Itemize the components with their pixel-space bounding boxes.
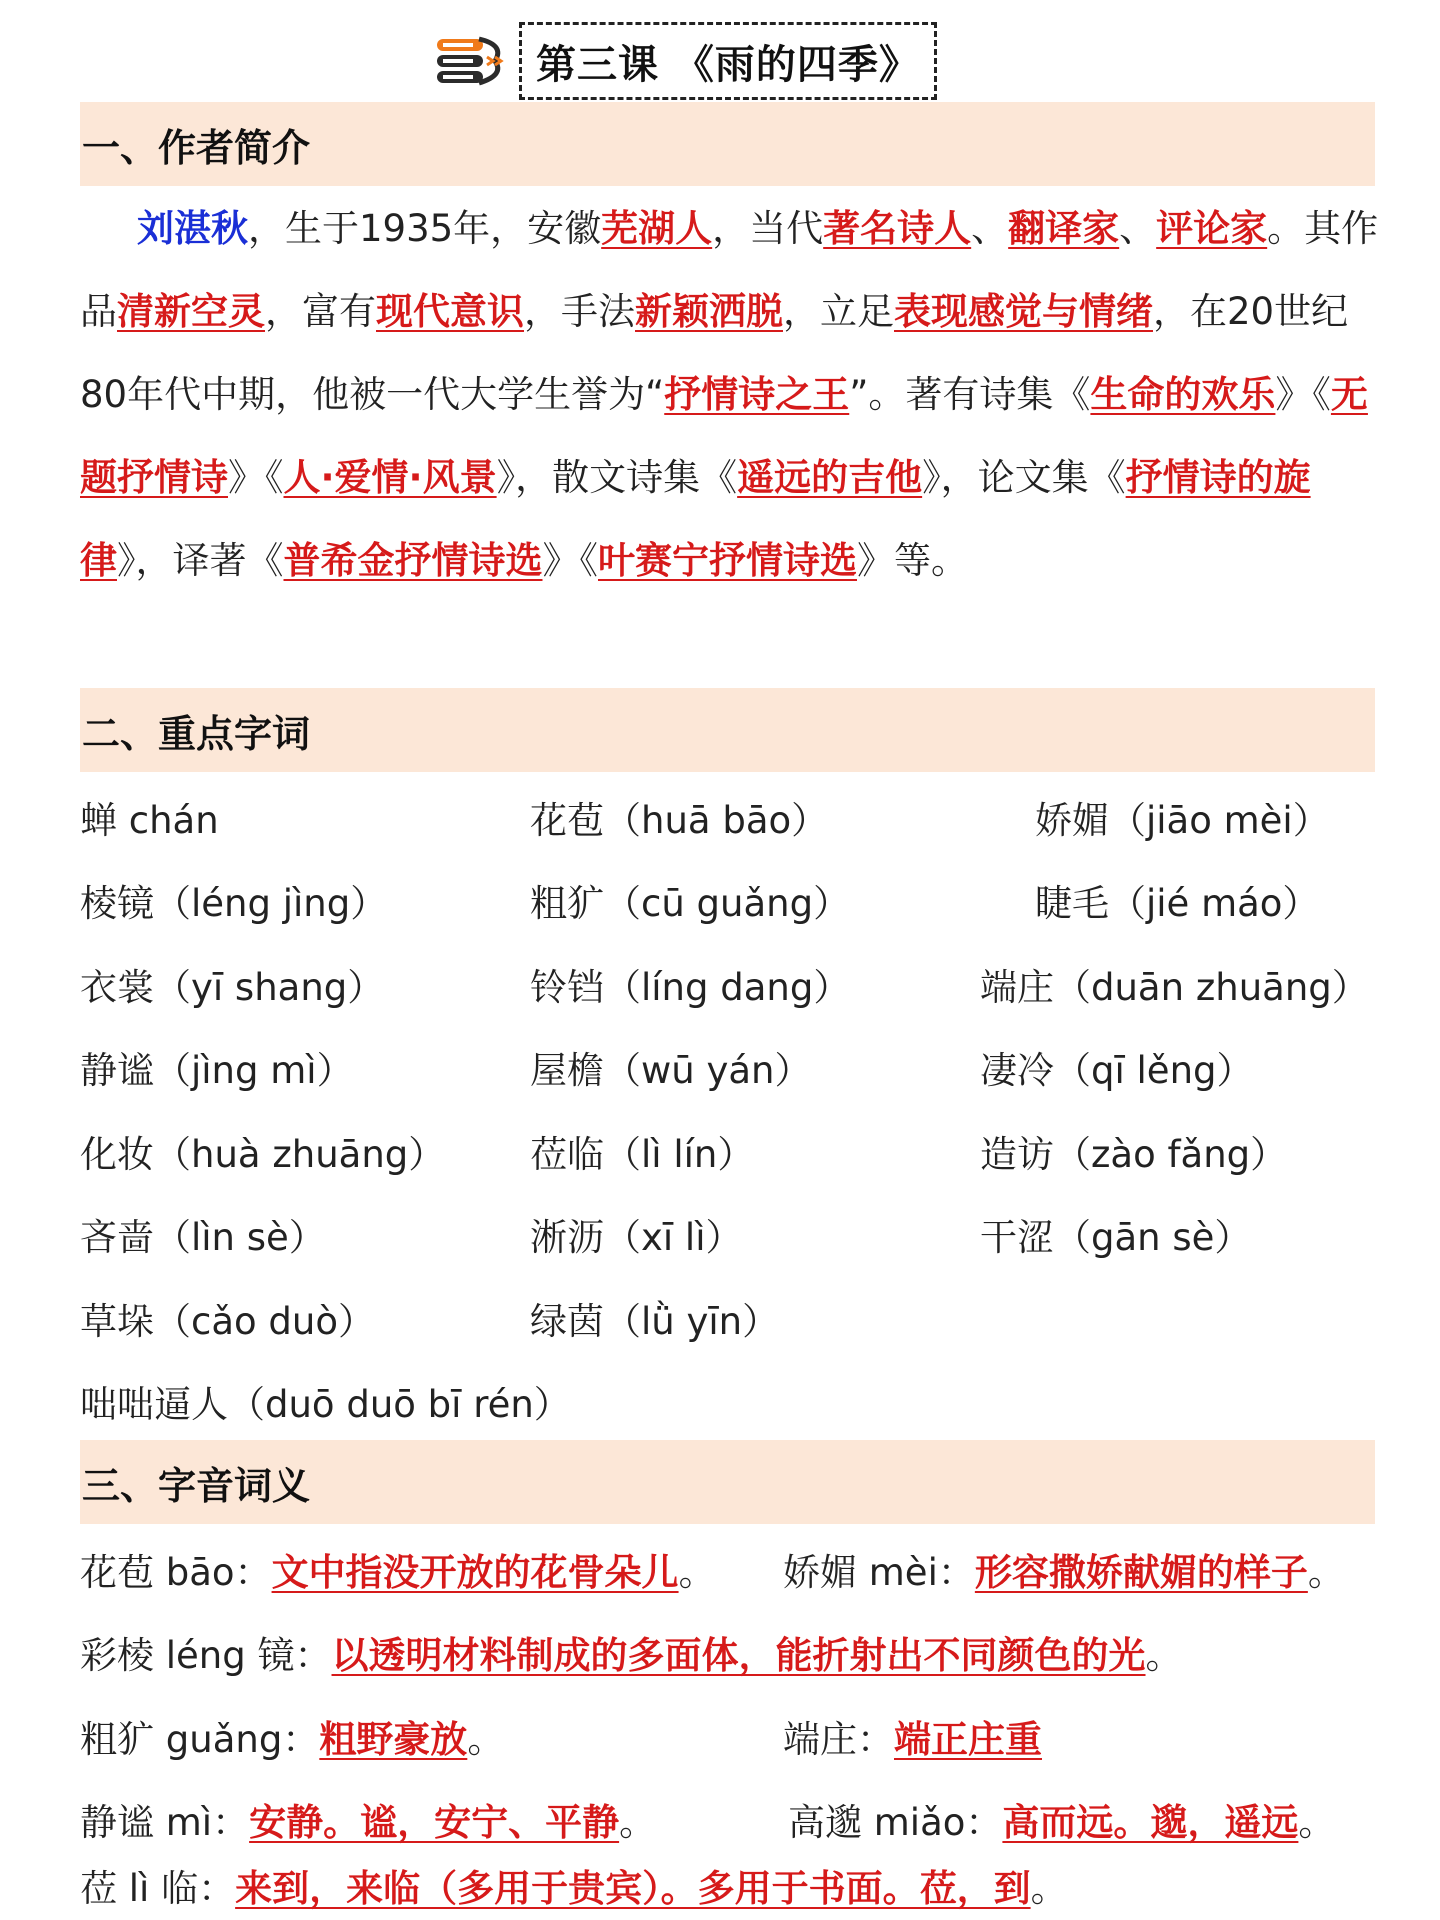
text: 》，论文集《: [922, 456, 1126, 499]
vocab-item: 淅沥（xī lì）: [530, 1216, 743, 1259]
vocab-item: 绿茵（lǜ yīn）: [530, 1300, 780, 1343]
text: 。: [678, 1551, 716, 1594]
highlight: 遥远的吉他: [737, 456, 923, 499]
text: 》《: [542, 539, 598, 582]
highlight: 表现感觉与情绪: [894, 290, 1153, 333]
def-word: 静谧 mì：: [80, 1801, 250, 1844]
section-title: 一、作者简介: [82, 125, 311, 170]
vocab-item: 静谧（jìng mì）: [80, 1049, 354, 1092]
text: 。: [1307, 1551, 1345, 1594]
text: 》，译著《: [117, 539, 284, 582]
text: ，在20世纪80年代中期，他被一代大学生誉为“: [80, 290, 1349, 416]
section-header-definitions: [80, 1440, 1375, 1524]
text: 》《: [1275, 373, 1331, 416]
highlight: 抒情诗的旋律: [80, 456, 1311, 582]
highlight: 现代意识: [376, 290, 524, 333]
text: 、: [1119, 207, 1157, 250]
highlight: 著名诗人: [823, 207, 972, 250]
def-word: 花苞 bāo：: [80, 1551, 272, 1594]
text: 。: [1145, 1634, 1183, 1677]
highlight: 芜湖人: [601, 207, 713, 250]
author-paragraph: [80, 187, 1380, 602]
def-meaning: 来到，来临（多用于贵宾）。多用于书面。莅，到: [235, 1867, 1031, 1910]
vocab-item: 衣裳（yī shang）: [80, 966, 385, 1009]
vocab-item: 睫毛（jié máo）: [1035, 882, 1320, 925]
definition-item: [80, 1858, 1068, 1912]
vocab-item: 凄冷（qī lěng）: [980, 1049, 1254, 1092]
text: 》《: [228, 456, 284, 499]
vocab-item: 造访（zào fǎng）: [980, 1133, 1288, 1176]
vocab-item: 干涩（gān sè）: [980, 1216, 1252, 1259]
text: ，当代: [712, 207, 824, 250]
text: ，立足: [783, 290, 894, 333]
vocab-item: 铃铛（líng dang）: [530, 966, 851, 1009]
highlight: 评论家: [1156, 207, 1268, 250]
page-title-area: [435, 22, 937, 100]
highlight: 人·爱情·风景: [283, 456, 497, 499]
def-word: 莅 lì 临：: [80, 1867, 236, 1910]
vocab-item: 屋檐（wū yán）: [530, 1049, 812, 1092]
section-title: 二、重点字词: [82, 711, 311, 756]
definition-item: [80, 1792, 656, 1846]
text: 。: [619, 1801, 657, 1844]
vocab-item: 花苞（huā bāo）: [530, 799, 829, 842]
vocab-item: 草垛（cǎo duò）: [80, 1300, 375, 1343]
vocab-item: 粗犷（cū guǎng）: [530, 882, 851, 925]
def-word: 粗犷 guǎng：: [80, 1718, 320, 1761]
vocab-item: 吝啬（lìn sè）: [80, 1216, 326, 1259]
highlight: 无题抒情诗: [80, 373, 1368, 499]
def-meaning: 形容撒娇献媚的样子: [974, 1551, 1308, 1594]
text: 、: [971, 207, 1009, 250]
def-word: 端庄：: [783, 1718, 894, 1761]
def-meaning: 以透明材料制成的多面体，能折射出不同颜色的光: [331, 1634, 1146, 1677]
def-meaning: 安静。谧，安宁、平静: [249, 1801, 620, 1844]
def-word: 娇媚 mèi：: [783, 1551, 975, 1594]
vocab-item: 化妆（huà zhuāng）: [80, 1133, 446, 1176]
text: 》，散文诗集《: [496, 456, 738, 499]
def-meaning: 文中指没开放的花骨朵儿: [271, 1551, 679, 1594]
books-icon: [435, 35, 507, 87]
definition-item: [80, 1625, 1183, 1679]
def-meaning: 端正庄重: [894, 1718, 1042, 1761]
def-meaning: 粗野豪放: [319, 1718, 468, 1761]
text: 。: [467, 1718, 505, 1761]
vocab-item: 咄咄逼人（duō duō bī rén）: [80, 1383, 571, 1426]
definition-item: [788, 1792, 1335, 1846]
definition-item: [80, 1709, 504, 1763]
title-box: [519, 22, 937, 100]
def-word: 彩棱 léng 镜：: [80, 1634, 332, 1677]
def-word: 高邈 miǎo：: [788, 1801, 1003, 1844]
text: ，富有: [265, 290, 376, 333]
text: 。其作品: [80, 207, 1379, 333]
highlight: 翻译家: [1008, 207, 1120, 250]
section-header-author: [80, 102, 1375, 186]
highlight: 新颖洒脱: [635, 290, 783, 333]
text: 。: [1030, 1867, 1068, 1910]
vocab-item: 蝉 chán: [80, 799, 219, 842]
definition-item: [783, 1542, 1345, 1596]
text: ”。著有诗集《: [849, 373, 1091, 416]
highlight: 抒情诗之王: [664, 373, 850, 416]
highlight: 清新空灵: [117, 290, 265, 333]
vocab-item: 棱镜（léng jìng）: [80, 882, 388, 925]
highlight: 生命的欢乐: [1090, 373, 1276, 416]
text: 》等。: [857, 539, 968, 582]
section-title: 三、字音词义: [82, 1463, 311, 1508]
text: ，手法: [524, 290, 635, 333]
text: 。: [1298, 1801, 1336, 1844]
vocab-item: 端庄（duān zhuāng）: [980, 966, 1369, 1009]
vocab-item: 娇媚（jiāo mèi）: [1035, 799, 1330, 842]
definition-item: [80, 1542, 716, 1596]
def-meaning: 高而远。邈，遥远: [1002, 1801, 1299, 1844]
section-header-vocab: [80, 688, 1375, 772]
text: ，生于1935年，安徽: [248, 207, 602, 250]
author-name: 刘湛秋: [137, 207, 248, 250]
highlight: 普希金抒情诗选: [283, 539, 543, 582]
lesson-title: 第三课 《雨的四季》: [536, 41, 920, 88]
highlight: 叶赛宁抒情诗选: [598, 539, 857, 582]
definition-item: [783, 1709, 1042, 1763]
vocab-item: 莅临（lì lín）: [530, 1133, 755, 1176]
